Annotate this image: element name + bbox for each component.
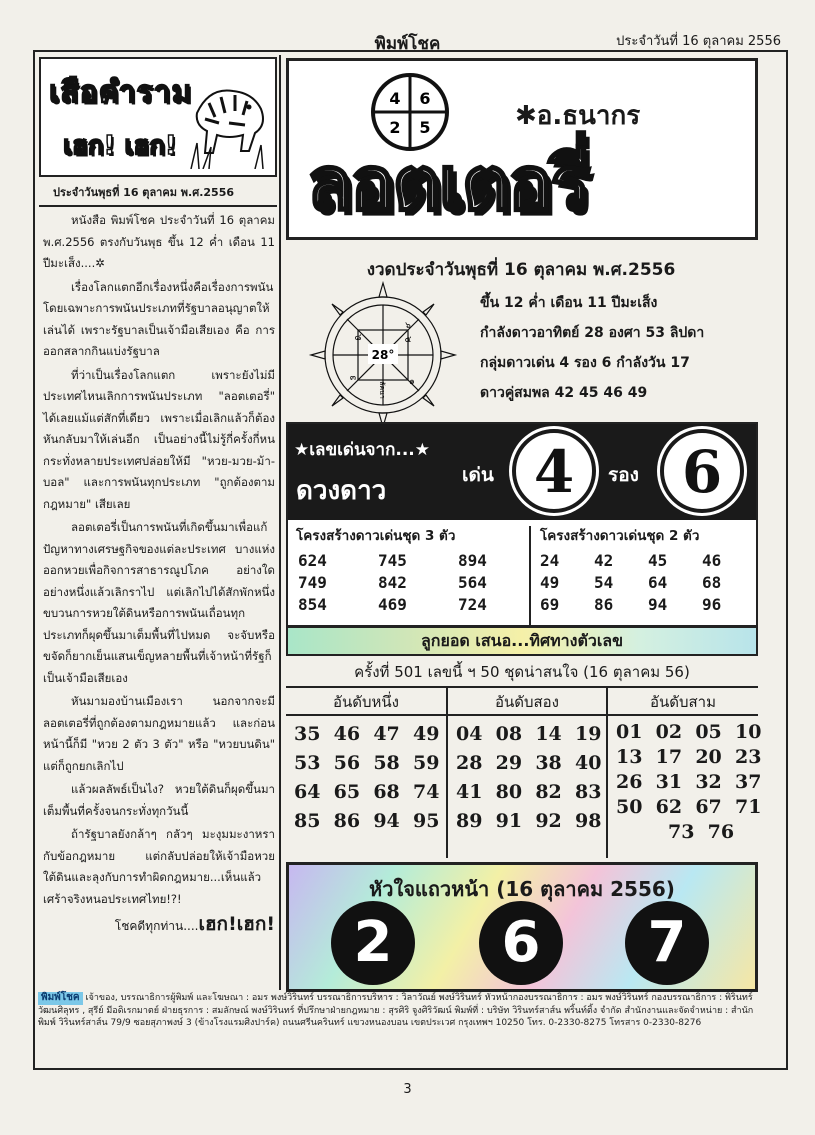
zodiac-house: ๑ (409, 377, 415, 387)
set-number: 68 (702, 573, 722, 592)
signoff-prefix: โชคดีทุกท่าน.... (114, 919, 199, 933)
lead-number: 4 (512, 429, 596, 513)
rank-numbers (286, 716, 446, 836)
number-row (532, 550, 756, 572)
astro-line: กลุ่มดาวเด่น 4 รอง 6 กำลังวัน 17 (480, 355, 690, 371)
set-number: 894 (458, 551, 487, 570)
rank-numbers (608, 716, 762, 845)
zodiac-house: ๖ (405, 321, 411, 331)
article-paragraph: หันมามองบ้านเมืองเรา นอกจากจะมีลอตเตอรี่ที่ถูกต้องตามกฎหมายแล้ว และก่อนหน้านี้ก็มี "หวย 2 ตัว 3 ตัว" หรือ "หวยบนดิน" แต่ก็ถูกยกเลิกไป (43, 694, 275, 773)
horoscope-chart-icon (308, 280, 458, 430)
tip-banner: ลูกยอด เสนอ...ทิศทางตัวเลข (286, 626, 758, 656)
draw-date-line: งวดประจำวันพุธที่ 16 ตุลาคม พ.ศ.2556 (366, 260, 676, 280)
round-caption: ครั้งที่ 501 เลขนี้ ฯ 50 ชุดน่าสนใจ (16 ตุลาคม 56) (354, 663, 690, 681)
zodiac-house: ๕ (404, 335, 412, 345)
rank-row: 28 29 38 40 (456, 752, 602, 774)
article-paragraph: หนังสือ พิมพ์โชค ประจำวันที่ 16 ตุลาคม พ.ศ.2556 ตรงกับวันพุธ ขึ้น 12 ค่ำ เดือน 11 ปีมะเส็ง....✲ (43, 213, 275, 270)
set-number: 54 (594, 573, 614, 592)
number-row (532, 572, 756, 594)
imprint-text: เจ้าของ, บรรณาธิการผู้พิมพ์ และโฆษณา : อมร พงษ์วิรินทร์ บรรณาธิการบริหาร : วิลาวัณย์ พงษ์วิรินทร์ หัวหน้ากองบรรณาธิการ : อมร พงษ์วิรินทร์ กองบรรณาธิการ : พิรินทร์ วัฒนศิลุทร , สุรีย์ มีอดิเรกมาตย์ ฝ่ายธุรการ : สมลักษณ์ พงษ์วิรินทร์ ที่ปรึกษาฝ่ายกฎหมาย : สุรศิริ จูงศิริวัฒน์ พิมพ์ที่ : บริษัท วิรินทร์สาส์น พริ้นท์ติ้ง จำกัด สำนักงานและจัดจำหน่าย : สำนักพิมพ์ วิรินทร์สาส์น 79/9 ซอยสุภาพงษ์ 3 (ข้างโรงแรมศิงปาร์ค) ถนนศรีนครินทร์ แขวงหนองบอน เขตประเวศ กรุงเทพฯ 10250 โทร. 0-2330-8275 โทรสาร 0-2330-8276 (38, 993, 754, 1028)
tiger-icon (189, 73, 269, 169)
column-divider (279, 55, 281, 990)
wheel-digit: 2 (389, 118, 401, 137)
three-digit-set (288, 524, 528, 628)
rank-row: 64 65 68 74 (294, 781, 440, 803)
set-number: 564 (458, 573, 487, 592)
logo-title: เสือคำราม (49, 75, 193, 110)
lucky-header (288, 424, 756, 520)
two-digit-title: โครงสร้างดาวเด่นชุด 2 ตัว (540, 528, 700, 544)
astro-line: ขึ้น 12 ค่ำ เดือน 11 ปีมะเส็ง (480, 295, 658, 311)
zodiac-house: ลัคนา (378, 381, 386, 399)
rank-row: 01 02 05 10 (616, 721, 762, 743)
front-row-panel (286, 862, 758, 992)
ranking-table (286, 686, 762, 856)
rank-row: 41 80 82 83 (456, 781, 602, 803)
set-number: 69 (540, 595, 560, 614)
lucky-kicker: ★เลขเด่นจาก...★ (294, 440, 430, 460)
second-number: 6 (660, 429, 744, 513)
astro-line: กำลังดาวอาทิตย์ 28 องศา 53 ลิปดา (480, 325, 705, 341)
lucky-heading: ดวงดาว (296, 476, 387, 506)
publication-title: พิมพ์โชค (374, 34, 441, 54)
rank-row: 04 08 14 19 (456, 723, 602, 745)
signoff-name: เฮก!เฮก! (198, 913, 275, 935)
set-number: 624 (298, 551, 327, 570)
front-row-title: หัวใจแถวหน้า (16 ตุลาคม 2556) (369, 877, 675, 901)
structure-sets (288, 524, 756, 628)
rank-column (286, 688, 446, 858)
zodiac-house: ๓ (349, 373, 357, 383)
set-number: 469 (378, 595, 407, 614)
rank-row: 13 17 20 23 (616, 746, 762, 768)
rank-column (608, 688, 762, 858)
rank-row: 85 86 94 95 (294, 810, 440, 832)
two-digit-set (532, 524, 756, 628)
page-number: 3 (403, 1082, 412, 1097)
number-row (532, 594, 756, 616)
set-number: 49 (540, 573, 560, 592)
set-number: 749 (298, 573, 327, 592)
astrology-notes (480, 288, 750, 408)
column-signoff (43, 914, 275, 938)
set-divider (529, 526, 531, 628)
wheel-digit: 6 (419, 89, 431, 108)
rank-numbers (448, 716, 606, 836)
set-number: 86 (594, 595, 614, 614)
lottery-masthead (286, 58, 758, 240)
set-number: 45 (648, 551, 668, 570)
rank-row: 50 62 67 71 (616, 796, 762, 818)
article-paragraph: ถ้ารัฐบาลยังกล้าๆ กลัวๆ มะงุมมะงาหรากับข้อกฎหมาย แต่กลับปล่อยให้เจ้ามือหวยใต้ดินและลุงกับการทำผิดกฎหมาย...เห็นแล้วเศร้าจริงหนอประเทศไทย!?! (43, 827, 275, 906)
number-row (288, 572, 528, 594)
rank-heading: อันดับสาม (608, 688, 758, 716)
logo-subtitle: เฮก! เฮก! (63, 131, 177, 161)
imprint-tag: พิมพ์โชค (38, 992, 83, 1005)
number-row (288, 550, 528, 572)
column-date: ประจำวันพุธที่ 16 ตุลาคม พ.ศ.2556 (39, 183, 277, 207)
front-row-number: 2 (331, 901, 415, 985)
lucky-number-panel (286, 422, 758, 627)
second-label: รอง (608, 464, 639, 486)
rank-row: 73 76 (668, 821, 735, 843)
rank-column (448, 688, 606, 858)
rank-row: 26 31 32 37 (616, 771, 762, 793)
set-number: 24 (540, 551, 560, 570)
front-row-number: 6 (479, 901, 563, 985)
rank-heading: อันดับสอง (448, 688, 606, 716)
set-number: 64 (648, 573, 668, 592)
set-number: 96 (702, 595, 722, 614)
column-logo (39, 57, 277, 177)
lead-label: เด่น (462, 464, 494, 486)
set-number: 46 (702, 551, 722, 570)
issue-date: ประจำวันที่ 16 ตุลาคม 2556 (616, 34, 781, 49)
masthead-author: ✱อ.ธนากร (515, 101, 641, 131)
column-article (43, 210, 275, 940)
article-paragraph: ที่ว่าเป็นเรื่องโลกแตก เพราะยังไม่มีประเทศไหนเลิกการพนันประเภท "ลอตเตอรี่" ได้เลยแม้แต่สักที่เดียว เพราะเมื่อเลิกแล้วก็ต้องหันกลับมาให้เล่นอีก เป็นอย่างนี้ไม่รู้กี่ครั้งกี่หน กระทั่งหลายประเทศปล่อยให้มี "หวย-มวย-ม้า-บอล" และการพนันทุกประเภท "ถูกต้องตามกฎหมาย" เสียเลย (43, 367, 275, 511)
zodiac-center: 28° (371, 348, 395, 362)
rank-heading: อันดับหนึ่ง (286, 688, 446, 716)
rank-row: 53 56 58 59 (294, 752, 440, 774)
imprint-footer (38, 992, 756, 1064)
set-number: 724 (458, 595, 487, 614)
front-row-number: 7 (625, 901, 709, 985)
set-number: 745 (378, 551, 407, 570)
article-paragraph: ลอตเตอรี่เป็นการพนันที่เกิดขึ้นมาเพื่อแก้ปัญหาทางเศรษฐกิจของแต่ละประเทศ บางแห่งออกหวยเพื่อกิจการสาธารณูปโภค อย่างใดอย่างหนึ่งแล้วเลิกราไป แต่เลิกไปได้สักพักหนึ่ง ขบวนการหวยใต้ดินหรือการพนันเถื่อนทุกประเภทก็ผุดขึ้นมาเต็มพื้นที่ไปหมด จะจับหรือขจัดก็ยากเย็นแสนเข็ญหลายพื้นที่เจ้าหน้าที่รัฐก็เป็นเจ้ามือเสียเอง (43, 520, 275, 685)
left-column (39, 55, 279, 995)
wheel-digit: 4 (389, 89, 401, 108)
article-paragraph: แล้วผลลัพธ์เป็นไง? หวยใต้ดินก็ผุดขึ้นมาเต็มพื้นที่ครั้งจนกระทั่งทุกวันนี้ (43, 782, 275, 818)
zodiac-house: ๘ (354, 333, 362, 343)
rank-row: 89 91 92 98 (456, 810, 602, 832)
number-row (288, 594, 528, 616)
set-number: 42 (594, 551, 614, 570)
rank-row: 35 46 47 49 (294, 723, 440, 745)
set-number: 94 (648, 595, 668, 614)
article-paragraph: เรื่องโลกแตกอีกเรื่องหนึ่งคือเรื่องการพนัน โดยเฉพาะการพนันประเภทที่รัฐบาลอนุญาตให้เล่นได้ เพราะรัฐบาลเป็นเจ้ามือเสียเอง คือ การออกสลากกินแบ่งรัฐบาล (43, 279, 275, 358)
three-digit-title: โครงสร้างดาวเด่นชุด 3 ตัว (296, 528, 456, 544)
wheel-digit: 5 (419, 118, 431, 137)
masthead-brand: ลอตเตอรี่ (307, 141, 589, 227)
set-number: 854 (298, 595, 327, 614)
set-number: 842 (378, 573, 407, 592)
astro-line: ดาวคู่สมพล 42 45 46 49 (480, 385, 648, 401)
